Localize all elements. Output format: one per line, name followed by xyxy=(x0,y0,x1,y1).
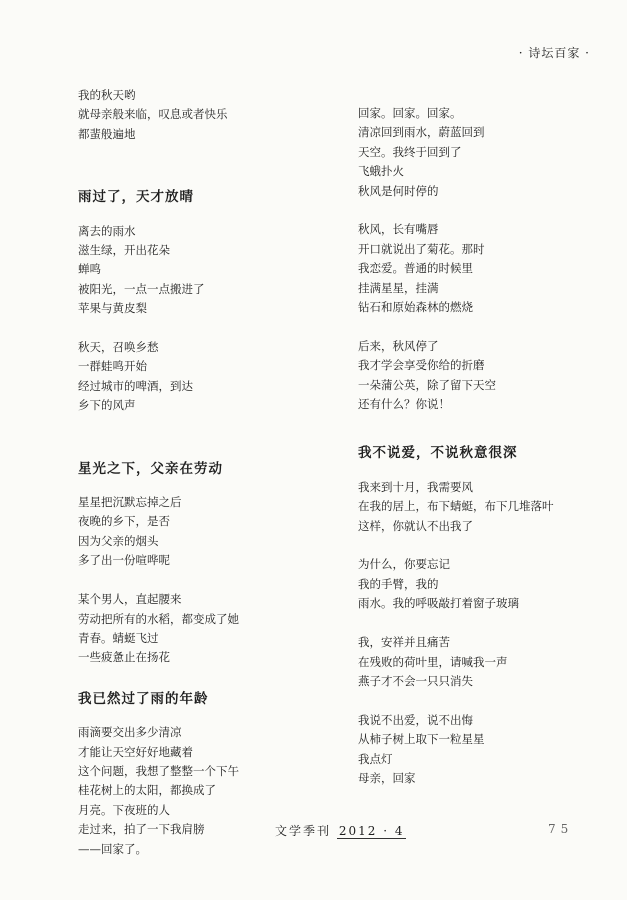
poem-line: 我才学会享受你给的折磨 xyxy=(358,358,485,373)
poem-line: 星星把沉默忘掉之后 xyxy=(78,495,182,510)
poem-line: 开口就说出了菊花。那时 xyxy=(358,241,485,256)
poem-line: 青春。蜻蜓飞过 xyxy=(78,630,159,645)
poem-line: 某个男人，直起腰来 xyxy=(78,592,182,607)
poem-line: 我的手臂，我的 xyxy=(358,576,439,591)
poem-line: 清凉回到雨水，蔚蓝回到 xyxy=(358,125,485,140)
poem-line: 挂满星星，挂满 xyxy=(358,280,439,295)
poem-title: 雨过了，天才放晴 xyxy=(78,189,194,206)
poem-stanza xyxy=(358,104,608,201)
poem-line: 一朵蒲公英，除了留下天空 xyxy=(358,377,496,392)
poem-line: ——回家了。 xyxy=(78,841,147,856)
poem-stanza xyxy=(358,337,608,415)
poem-line: 一些疲惫止在扬花 xyxy=(78,650,170,665)
poem-title: 星光之下，父亲在劳动 xyxy=(78,460,223,477)
poem-line: 月亮。下夜班的人 xyxy=(78,802,170,817)
right-column xyxy=(358,104,608,788)
poem-line: 天空。我终于回到了 xyxy=(358,144,462,159)
poem-line: 劳动把所有的水稻，都变成了她 xyxy=(78,611,239,626)
poem-line: 因为父亲的烟头 xyxy=(78,533,159,548)
poem-line: 雨水。我的呼吸敲打着窗子玻璃 xyxy=(358,596,519,611)
poem-line: 蝉鸣 xyxy=(78,262,101,277)
poem-line: 就母亲般来临，叹息或者快乐 xyxy=(78,107,228,122)
poem-line: 走过来，拍了一下我肩膀 xyxy=(78,822,205,837)
poem-line: 桂花树上的太阳，都换成了 xyxy=(78,783,216,798)
poem-line: 这样，你就认不出我了 xyxy=(358,518,473,533)
poem-line: 在我的居上，布下蜻蜓，布下几堆落叶 xyxy=(358,499,554,514)
poem-stanza xyxy=(358,633,608,691)
poem-line: 飞蛾扑火 xyxy=(358,164,404,179)
poem-title: 我已然过了雨的年龄 xyxy=(78,690,209,707)
poem-stanza xyxy=(358,220,608,317)
issue-number: 2012 · 4 xyxy=(338,824,405,838)
poem-stanza xyxy=(78,590,328,668)
poem-line: 母亲，回家 xyxy=(358,770,416,785)
poem-line: 我的秋天哟 xyxy=(78,88,136,102)
poem-line: 回家。回家。回家。 xyxy=(358,106,462,120)
poem-stanza xyxy=(78,493,328,571)
poem-line: 被阳光，一点一点搬进了 xyxy=(78,281,205,296)
poem-stanza xyxy=(358,711,608,789)
poem-line: 我来到十月，我需要风 xyxy=(358,479,473,494)
poem-line: 离去的雨水 xyxy=(78,223,136,238)
poem-line: 乡下的风声 xyxy=(78,398,136,413)
poem-title: 我不说爱，不说秋意很深 xyxy=(358,445,518,462)
poem-line: 秋风，长有嘴唇 xyxy=(358,222,439,237)
poem-line: 燕子才不会一只只消失 xyxy=(358,673,473,688)
poem-line: 我恋爱。普通的时候里 xyxy=(358,261,473,276)
poem-line: 才能让天空好好地藏着 xyxy=(78,744,193,759)
poem-line: 钻石和原始森林的燃烧 xyxy=(358,300,473,315)
poem-stanza xyxy=(78,338,328,416)
poem-line: 我点灯 xyxy=(358,751,393,766)
page-number: 75 xyxy=(548,822,574,836)
poem-line: 我说不出爱，说不出悔 xyxy=(358,712,473,727)
poem-line: 这个问题，我想了整整一个下午 xyxy=(78,763,239,778)
poem-line: 为什么，你要忘记 xyxy=(358,557,450,572)
poem-line: 后来，秋风停了 xyxy=(358,338,439,353)
poem-line: 夜晚的乡下，是否 xyxy=(78,514,170,529)
poem-continuation xyxy=(78,86,328,144)
poem-stanza xyxy=(358,478,608,536)
poem-stanza xyxy=(358,555,608,613)
magazine-name: 文学季刊 xyxy=(275,824,332,838)
poem-line: 从柿子树上取下一粒星星 xyxy=(358,732,485,747)
poem-line: 在残败的荷叶里，请喊我一声 xyxy=(358,654,508,669)
poem-line: 秋天，召唤乡愁 xyxy=(78,340,159,355)
poem-line: 一群蛙鸣开始 xyxy=(78,359,147,374)
poem-line: 都蜚般遍地 xyxy=(78,126,136,141)
section-header: · 诗坛百家 · xyxy=(518,46,590,60)
page-footer xyxy=(275,822,406,839)
poem-line: 秋风是何时停的 xyxy=(358,183,439,198)
poem-line: 我，安祥并且痛苦 xyxy=(358,635,450,650)
left-column xyxy=(78,86,328,859)
poem-line: 经过城市的啤酒，到达 xyxy=(78,378,193,393)
poem-line: 还有什么？你说！ xyxy=(358,397,450,412)
poem-line: 多了出一份喧哗呢 xyxy=(78,553,170,568)
poem-line: 雨滴要交出多少清凉 xyxy=(78,725,182,740)
poem-line: 滋生绿，开出花朵 xyxy=(78,243,170,258)
poem-line: 苹果与黄皮梨 xyxy=(78,301,147,316)
poem-stanza xyxy=(78,222,328,319)
